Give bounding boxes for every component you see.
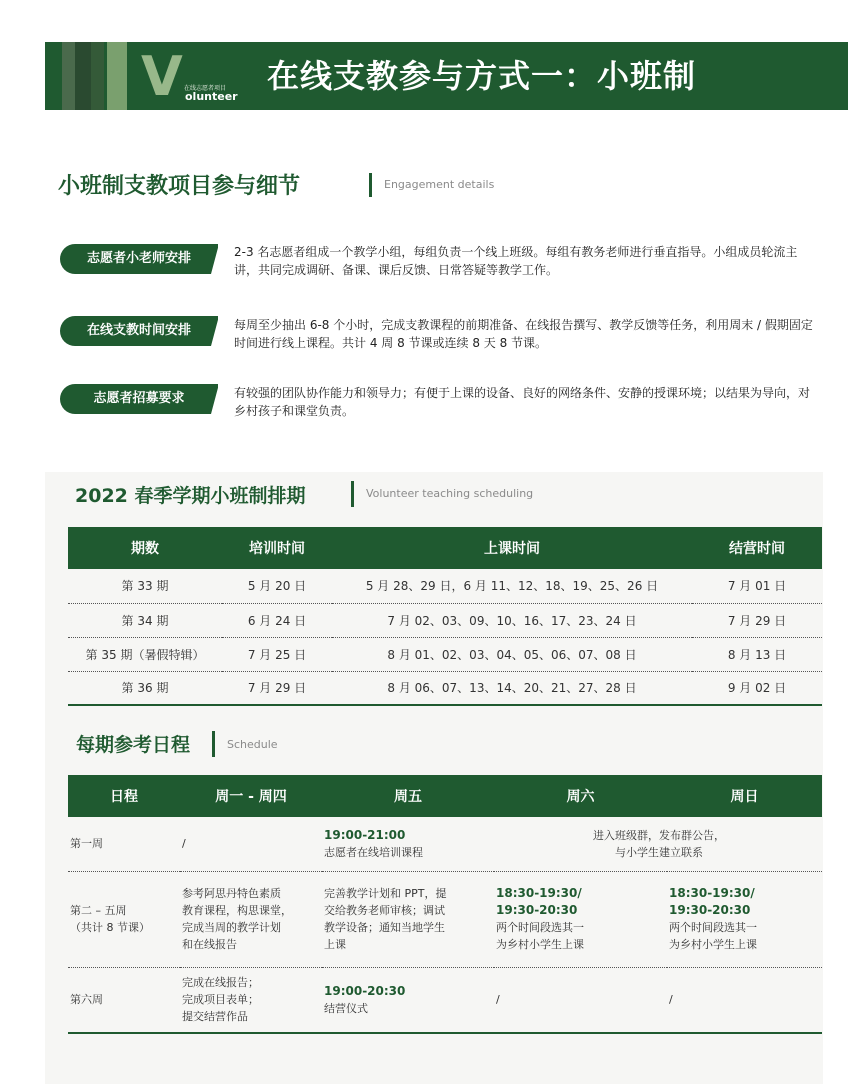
table-cell [180,967,322,1033]
header-banner [45,42,848,110]
table-cell [322,967,494,1033]
cell-text: 教育课程，构思课堂， [182,904,292,917]
table-cell: / [494,967,667,1033]
scheduling-heading: 2022 春季学期小班制排期 [75,485,306,507]
cell-text: 提交结营作品 [182,1010,248,1024]
table-row-week2-5 [68,871,822,967]
text-recruit-requirements: 有较强的团队协作能力和领导力；有便于上课的设备、良好的网络条件、安静的授课环境；以结果为导向，对乡村孩子和课堂负责。 [234,386,811,418]
table-cell: 7 月 29 日 [692,603,822,637]
page-title: 在线支教参与方式一：小班制 [267,57,697,95]
table-cell: 7 月 01 日 [692,569,822,603]
table-row-week1 [68,817,822,871]
scheduling-table [68,527,822,706]
time-text: 19:30-20:30 [669,903,751,917]
table-cell: / [180,817,322,871]
table-cell: 第 35 期（暑假特辑） [68,637,222,671]
week-label: 第一周 [68,817,180,871]
table-row [68,603,822,637]
table-row [68,671,822,705]
table-cell [667,871,822,967]
cell-text: 志愿者在线培训课程 [324,845,423,859]
col-header: 上课时间 [332,527,692,569]
logo-subtext: 在线志愿者项目 [184,85,227,92]
label-time-arrangement: 在线支教时间安排 [60,316,218,346]
table-cell: 8 月 06、07、13、14、20、21、27、28 日 [332,671,692,705]
col-header: 期数 [68,527,222,569]
decor-stripe [91,42,104,110]
cell-text: 两个时间段选其一 [496,921,584,934]
col-header: 周六 [494,775,667,817]
time-text: 18:30-19:30/ [669,886,755,900]
col-header: 周一 - 周四 [180,775,322,817]
cell-text: 交给教务老师审核；调试 [324,904,445,917]
scheduling-heading-en: Volunteer teaching scheduling [366,487,534,500]
cell-text: 完成在线报告； [182,976,259,990]
table-cell: 第 34 期 [68,603,222,637]
cell-text: 为乡村小学生上课 [496,938,584,951]
table-cell: 6 月 24 日 [222,603,332,637]
table-cell: 第 33 期 [68,569,222,603]
label-teacher-arrangement: 志愿者小老师安排 [60,244,218,274]
logo-word: olunteer [185,90,238,103]
cell-text: 进入班级群，发布群公告， [593,828,725,842]
table-cell: 9 月 02 日 [692,671,822,705]
table-cell: 7 月 25 日 [222,637,332,671]
cell-text: 完成当周的教学计划 [182,921,281,934]
schedule-heading-en: Schedule [227,738,278,751]
cell-text: 第二 – 五周 [70,904,127,917]
table-row [68,569,822,603]
table-cell [180,871,322,967]
table-header-row [68,775,822,817]
col-header: 周五 [322,775,494,817]
decor-stripe [75,42,91,110]
cell-text: 两个时间段选其一 [669,921,757,934]
reference-schedule-table [68,775,822,1034]
table-cell: / [667,967,822,1033]
table-cell: 第 36 期 [68,671,222,705]
time-text: 19:00-20:30 [324,983,406,998]
cell-text: 教学设备；通知当地学生 [324,921,445,934]
cell-text: 和在线报告 [182,938,237,951]
decor-stripe [107,42,127,110]
week-label [68,871,180,967]
table-cell: 5 月 20 日 [222,569,332,603]
table-cell [494,817,822,871]
text-teacher-arrangement: 2-3 名志愿者组成一个教学小组，每组负责一个线上班级。每组有教务老师进行垂直指导。小组成员轮流主讲，共同完成调研、备课、课后反馈、日常答疑等教学工作。 [234,245,798,277]
table-row [68,637,822,671]
table-cell [322,817,494,871]
col-header: 日程 [68,775,180,817]
col-header: 周日 [667,775,822,817]
text-time-arrangement: 每周至少抽出 6-8 个小时，完成支教课程的前期准备、在线报告撰写、教学反馈等任务，利用周末 / 假期固定时间进行线上课程。共计 4 周 8 节课或连续 8 天 8 节课。 [234,318,813,350]
col-header: 结营时间 [692,527,822,569]
table-header-row [68,527,822,569]
cell-text: 完成项目表单； [182,993,259,1007]
heading-divider [212,731,215,757]
details-heading: 小班制支教项目参与细节 [58,174,301,199]
heading-divider [351,481,354,507]
table-row-week6 [68,967,822,1033]
cell-text: 上课 [324,938,346,951]
cell-text: 为乡村小学生上课 [669,938,757,951]
table-cell [494,871,667,967]
time-text: 18:30-19:30/ [496,886,582,900]
week-label: 第六周 [68,967,180,1033]
decor-stripe [62,42,75,110]
table-cell: 7 月 29 日 [222,671,332,705]
cell-text: 结营仪式 [324,1001,368,1015]
table-cell: 8 月 13 日 [692,637,822,671]
time-text: 19:00-21:00 [324,827,406,842]
logo-letter: V [141,45,181,108]
table-cell [322,871,494,967]
cell-text: 参考阿思丹特色素质 [182,887,281,900]
cell-text: （共计 8 节课） [70,921,150,934]
heading-divider [369,173,372,197]
time-text: 19:30-20:30 [496,903,578,917]
cell-text: 完善教学计划和 PPT，提 [324,887,447,900]
label-recruit-requirements: 志愿者招募要求 [60,384,218,414]
table-cell: 8 月 01、02、03、04、05、06、07、08 日 [332,637,692,671]
col-header: 培训时间 [222,527,332,569]
cell-text: 与小学生建立联系 [615,845,703,859]
schedule-heading: 每期参考日程 [76,734,191,756]
table-cell: 7 月 02、03、09、10、16、17、23、24 日 [332,603,692,637]
details-heading-en: Engagement details [384,178,495,191]
table-cell: 5 月 28、29 日，6 月 11、12、18、19、25、26 日 [332,569,692,603]
